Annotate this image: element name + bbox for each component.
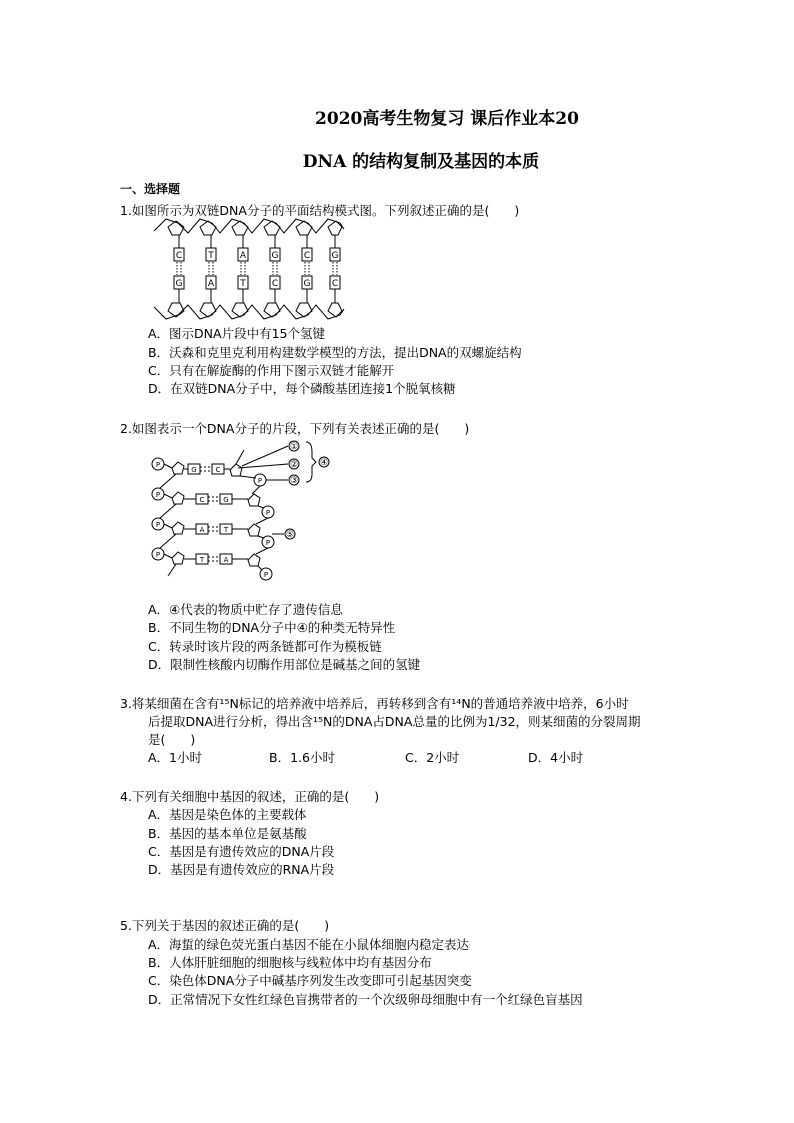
q3-option-c: C．2小时 <box>405 750 460 765</box>
q2-label-3: ③ <box>289 476 299 486</box>
q1-top-base: C <box>303 251 311 261</box>
q4-stem: 4.下列有关细胞中基因的叙述，正确的是( ) <box>120 789 380 804</box>
q1-dna-figure <box>148 215 348 327</box>
title-line-1: 2020高考生物复习 课后作业本20 <box>315 109 579 129</box>
q2-option-a: A．④代表的物质中贮存了遗传信息 <box>148 602 343 617</box>
q1-option-a: A．图示DNA片段中有15个氢键 <box>148 326 325 341</box>
q5-option-d: D．正常情况下女性红绿色盲携带者的一个次级卵母细胞中有一个红绿色盲基因 <box>148 992 583 1007</box>
q5-option-b: B．人体肝脏细胞的细胞核与线粒体中均有基因分布 <box>148 955 432 970</box>
q2-phosphate-label: P <box>265 539 271 547</box>
q2-base: G <box>191 466 197 474</box>
q4-option-c: C．基因是有遗传效应的DNA片段 <box>148 844 335 859</box>
q5-stem: 5.下列关于基因的叙述正确的是( ) <box>120 918 330 933</box>
q2-base: C <box>215 466 221 474</box>
q2-option-d: D．限制性核酸内切酶作用部位是碱基之间的氢键 <box>148 657 421 672</box>
q2-base: T <box>199 556 205 564</box>
q3-option-d: D．4小时 <box>528 750 584 765</box>
q3-option-a: A．1小时 <box>148 750 203 765</box>
q3-stem-line-2: 后提取DNA进行分析，得出含¹⁵N的DNA占DNA总量的比例为1/32，则某细菌的分裂周期 <box>148 714 641 729</box>
q2-dna-figure <box>148 436 338 586</box>
q3-option-b: B．1.6小时 <box>269 750 335 765</box>
q2-label-1: ① <box>289 442 299 452</box>
q5-option-c: C．染色体DNA分子中碱基序列发生改变即可引起基因突变 <box>148 973 472 988</box>
q2-base: G <box>223 496 229 504</box>
q2-option-b: B．不同生物的DNA分子中④的种类无特异性 <box>148 620 396 635</box>
q1-bottom-base: G <box>175 279 183 289</box>
q4-option-a: A．基因是染色体的主要载体 <box>148 807 307 822</box>
q5-option-a: A．海蜇的绿色荧光蛋白基因不能在小鼠体细胞内稳定表达 <box>148 937 470 952</box>
q2-phosphate-label: P <box>265 509 271 517</box>
q2-phosphate-label: P <box>257 477 263 485</box>
q2-phosphate-label: P <box>155 521 161 529</box>
q2-base: C <box>199 496 205 504</box>
q1-option-c: C．只有在解旋酶的作用下图示双链才能解开 <box>148 363 395 378</box>
q1-top-base: G <box>331 251 339 261</box>
q1-stem: 1.如图所示为双链DNA分子的平面结构模式图。下列叙述正确的是( ) <box>120 203 520 218</box>
q2-label-4: ④ <box>319 458 329 468</box>
q1-bottom-base: T <box>240 279 246 289</box>
q1-bottom-base: C <box>271 279 279 289</box>
title-line-2: DNA 的结构复制及基因的本质 <box>302 152 540 172</box>
q2-base: A <box>223 556 229 564</box>
q4-option-d: D．基因是有遗传效应的RNA片段 <box>148 862 335 877</box>
q2-option-c: C．转录时该片段的两条链都可作为模板链 <box>148 639 382 654</box>
q1-bottom-base: G <box>303 279 311 289</box>
q2-label-2: ② <box>289 460 299 470</box>
q2-phosphate-label: P <box>155 491 161 499</box>
q3-stem-line-1: 3.将某细菌在含有¹⁵N标记的培养液中培养后，再转移到含有¹⁴N的普通培养液中培养，6小时 <box>120 696 629 711</box>
q2-base: A <box>199 526 205 534</box>
q2-base: T <box>223 526 229 534</box>
q2-phosphate-label: P <box>263 571 269 579</box>
section-heading: 一、选择题 <box>120 182 181 196</box>
q4-option-b: B．基因的基本单位是氨基酸 <box>148 826 307 841</box>
q1-top-base: T <box>208 251 214 261</box>
q2-phosphate-label: P <box>155 551 161 559</box>
q1-bottom-base: C <box>331 279 339 289</box>
q2-phosphate-label: P <box>155 461 161 469</box>
q1-top-base: C <box>175 251 183 261</box>
q2-label-5: ⑤ <box>285 530 295 540</box>
q1-top-base: G <box>271 251 279 261</box>
q1-option-b: B．沃森和克里克利用构建数学模型的方法，提出DNA的双螺旋结构 <box>148 345 522 360</box>
q2-stem: 2.如图表示一个DNA分子的片段，下列有关表述正确的是( ) <box>120 421 470 436</box>
q1-top-base: A <box>239 251 247 261</box>
q3-stem-line-3: 是( ) <box>148 732 196 747</box>
q1-bottom-base: A <box>207 279 215 289</box>
q1-option-d: D．在双链DNA分子中，每个磷酸基团连接1个脱氧核糖 <box>148 381 456 396</box>
